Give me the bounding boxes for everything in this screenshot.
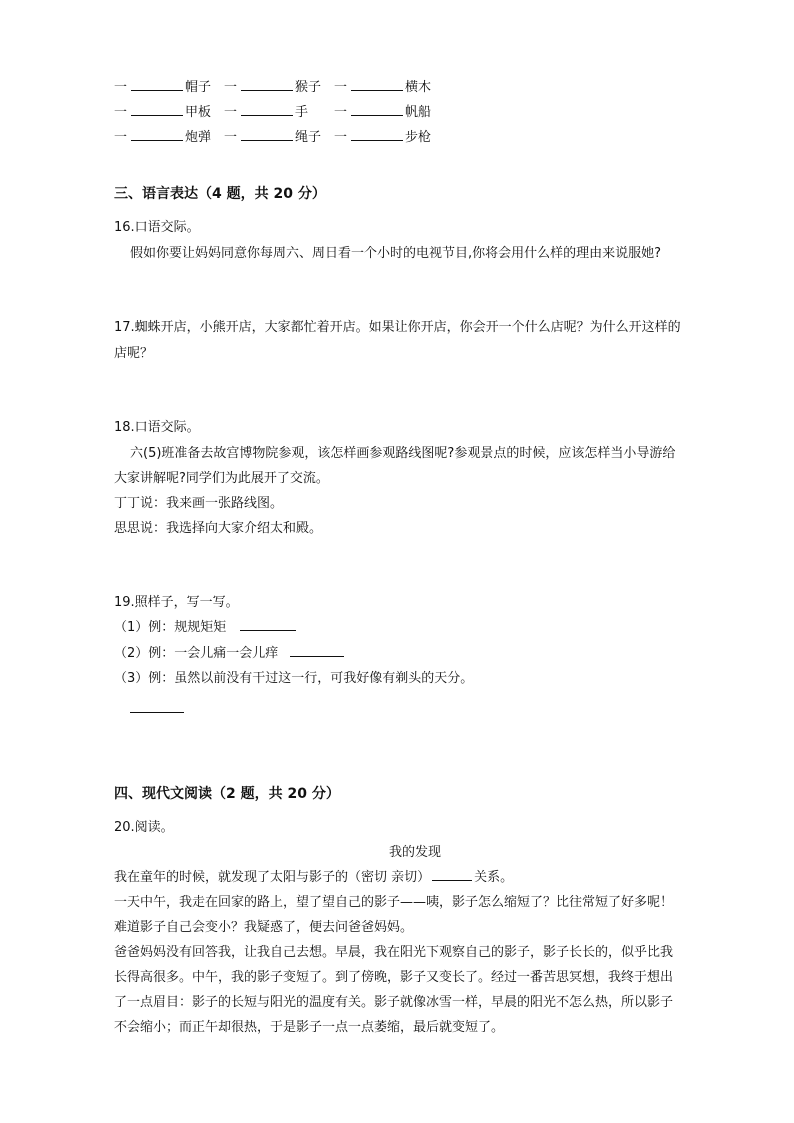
prefix: 一 bbox=[114, 105, 128, 120]
answer-blank[interactable] bbox=[351, 103, 403, 116]
q18-line-1: 六(5)班准备去故宫博物院参观，该怎样画参观路线图呢?参观景点的时候，应该怎样当小导游给 bbox=[130, 446, 676, 461]
fill-row-1 bbox=[114, 78, 431, 98]
fill-row-3 bbox=[114, 128, 431, 148]
q17-line-2: 店呢？ bbox=[114, 346, 154, 361]
passage-text: 我在童年的时候，就发现了太阳与影子的（密切 亲切） bbox=[114, 870, 431, 885]
section-4-heading: 四、现代文阅读（2 题，共 20 分） bbox=[114, 786, 340, 802]
q19-item-1-text: （1）例：规规矩矩 bbox=[114, 620, 227, 635]
q16-body: 假如你要让妈妈同意你每周六、周日看一个小时的电视节目,你将会用什么样的理由来说服她? bbox=[130, 246, 662, 261]
answer-blank[interactable] bbox=[290, 644, 344, 657]
passage-line-3: 难道影子自己会变小？我疑惑了，便去问爸爸妈妈。 bbox=[114, 920, 414, 935]
passage-text: 关系。 bbox=[474, 870, 514, 885]
answer-blank[interactable] bbox=[241, 128, 293, 141]
q19-item-2-text: （2）例：一会儿痛一会儿痒 bbox=[114, 646, 279, 661]
word: 步枪 bbox=[405, 130, 432, 145]
q18-title: 18.口语交际。 bbox=[114, 420, 200, 435]
fill-row-2 bbox=[114, 103, 431, 123]
word: 帽子 bbox=[185, 80, 212, 95]
q16-title: 16.口语交际。 bbox=[114, 220, 200, 235]
prefix: 一 bbox=[114, 80, 128, 95]
prefix: 一 bbox=[334, 80, 348, 95]
word: 甲板 bbox=[185, 105, 212, 120]
q18-line-2: 大家讲解呢?同学们为此展开了交流。 bbox=[114, 471, 329, 486]
q19-item-3: （3）例：虽然以前没有干过这一行，可我好像有剃头的天分。 bbox=[114, 671, 474, 686]
prefix: 一 bbox=[224, 105, 238, 120]
passage-line-1 bbox=[114, 868, 513, 888]
q18-line-4: 思思说：我选择向大家介绍太和殿。 bbox=[114, 521, 323, 536]
answer-blank[interactable] bbox=[241, 103, 293, 116]
answer-blank[interactable] bbox=[131, 78, 183, 91]
q19-item-1 bbox=[114, 618, 296, 638]
q19-item-2 bbox=[114, 644, 344, 664]
q17-line-1: 17.蜘蛛开店，小熊开店，大家都忙着开店。如果让你开店，你会开一个什么店呢？为什么开这样的 bbox=[114, 320, 681, 335]
answer-blank[interactable] bbox=[130, 700, 184, 713]
word: 炮弹 bbox=[185, 130, 212, 145]
passage-line-7: 不会缩小；而正午却很热，于是影子一点一点萎缩，最后就变短了。 bbox=[114, 1020, 505, 1035]
word: 手 bbox=[295, 105, 309, 120]
answer-blank[interactable] bbox=[351, 128, 403, 141]
q19-title: 19.照样子，写一写。 bbox=[114, 595, 239, 610]
word: 帆船 bbox=[405, 105, 432, 120]
q18-line-3: 丁丁说：我来画一张路线图。 bbox=[114, 496, 284, 511]
answer-blank[interactable] bbox=[240, 618, 296, 631]
answer-blank[interactable] bbox=[432, 868, 472, 881]
prefix: 一 bbox=[334, 130, 348, 145]
passage-line-2: 一天中午，我走在回家的路上，望了望自己的影子——咦，影子怎么缩短了？比往常短了好多呢！ bbox=[114, 895, 674, 910]
q20-title: 20.阅读。 bbox=[114, 820, 174, 835]
section-3-heading: 三、语言表达（4 题，共 20 分） bbox=[114, 186, 326, 202]
word: 横木 bbox=[405, 80, 432, 95]
prefix: 一 bbox=[114, 130, 128, 145]
answer-blank[interactable] bbox=[351, 78, 403, 91]
prefix: 一 bbox=[224, 80, 238, 95]
passage-line-4: 爸爸妈妈没有回答我，让我自己去想。早晨，我在阳光下观察自己的影子，影子长长的，似乎比我 bbox=[114, 945, 674, 960]
q19-item-3-answer bbox=[130, 700, 184, 720]
passage-line-5: 长得高很多。中午，我的影子变短了。到了傍晚，影子又变长了。经过一番苦思冥想，我终于想出 bbox=[114, 970, 674, 985]
word: 绳子 bbox=[295, 130, 322, 145]
answer-blank[interactable] bbox=[241, 78, 293, 91]
answer-blank[interactable] bbox=[131, 128, 183, 141]
answer-blank[interactable] bbox=[131, 103, 183, 116]
word: 猴子 bbox=[295, 80, 322, 95]
passage-title: 我的发现 bbox=[388, 845, 441, 860]
passage-line-6: 了一点眉目：影子的长短与阳光的温度有关。影子就像冰雪一样，早晨的阳光不怎么热，所以影子 bbox=[114, 995, 674, 1010]
prefix: 一 bbox=[224, 130, 238, 145]
prefix: 一 bbox=[334, 105, 348, 120]
